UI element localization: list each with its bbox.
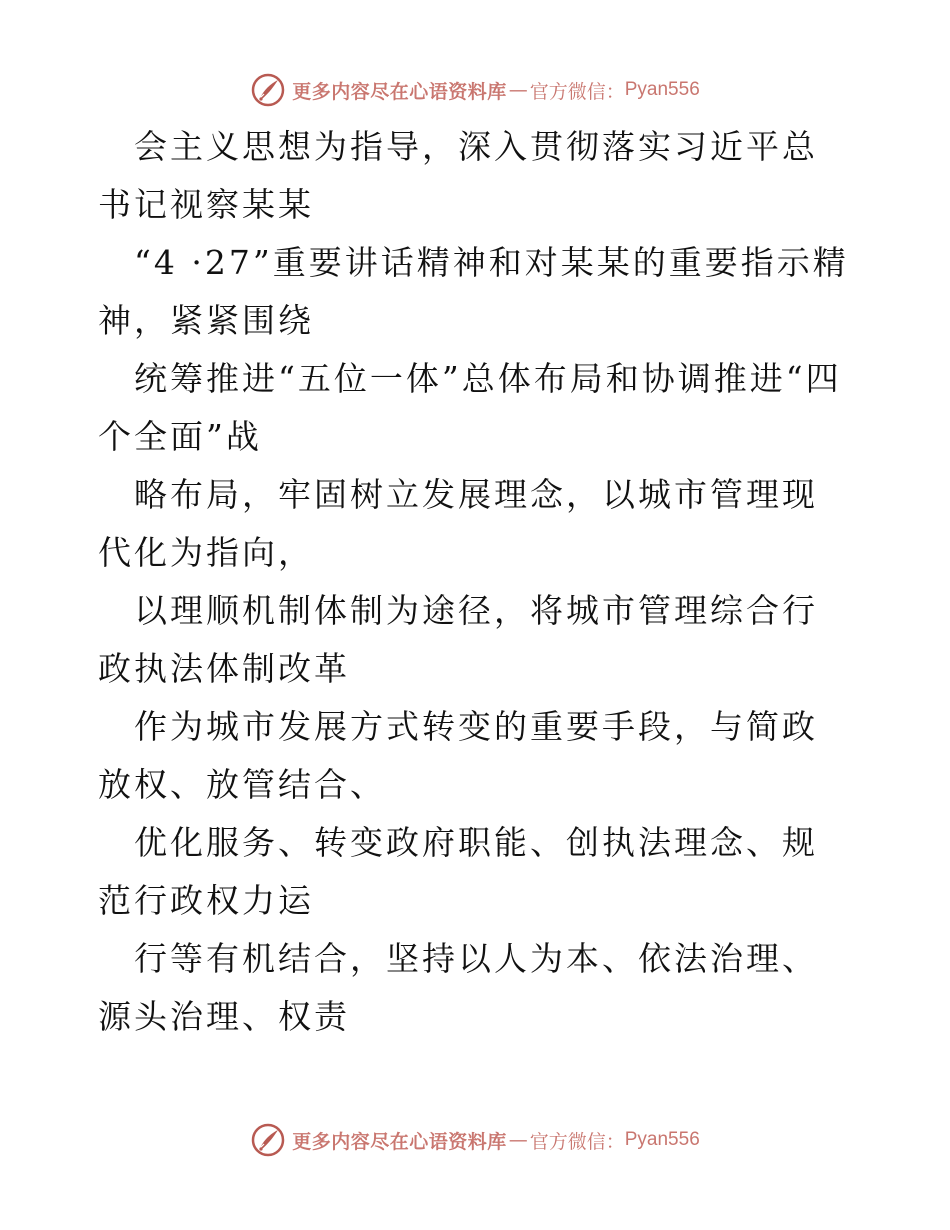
banner-wechat-label: 官方微信：	[529, 80, 625, 103]
paragraph: 作为城市发展方式转变的重要手段，与简政放权、放管结合、	[98, 707, 818, 804]
document-body	[98, 118, 853, 1046]
banner-title: 更多内容尽在心语资料库	[292, 1130, 507, 1153]
paragraph: 行等有机结合，坚持以人为本、依法治理、源头治理、权责	[98, 939, 818, 1036]
paragraph: 以理顺机制体制为途径，将城市管理综合行政执法体制改革	[98, 591, 818, 688]
paragraph: “4 ·27”重要讲话精神和对某某的重要指示精神，紧紧围绕	[98, 243, 849, 340]
banner-wechat-id: Pyan556	[624, 79, 700, 100]
banner-dash: —	[508, 1129, 528, 1151]
paragraph: 统筹推进“五位一体”总体布局和协调推进“四个全面”战	[98, 359, 842, 456]
quill-pen-icon	[250, 1122, 286, 1158]
banner-wechat-label: 官方微信：	[529, 1130, 625, 1153]
banner-title: 更多内容尽在心语资料库	[292, 80, 507, 103]
quill-pen-icon	[250, 72, 286, 108]
paragraph: 优化服务、转变政府职能、创执法理念、规范行政权力运	[98, 823, 818, 920]
header-banner	[0, 68, 950, 112]
paragraph: 略布局，牢固树立发展理念，以城市管理现代化为指向，	[98, 475, 818, 572]
footer-banner	[0, 1118, 950, 1162]
banner-wechat-id: Pyan556	[624, 1129, 700, 1150]
banner-dash: —	[508, 79, 528, 101]
paragraph: 会主义思想为指导，深入贯彻落实习近平总书记视察某某	[98, 127, 818, 224]
